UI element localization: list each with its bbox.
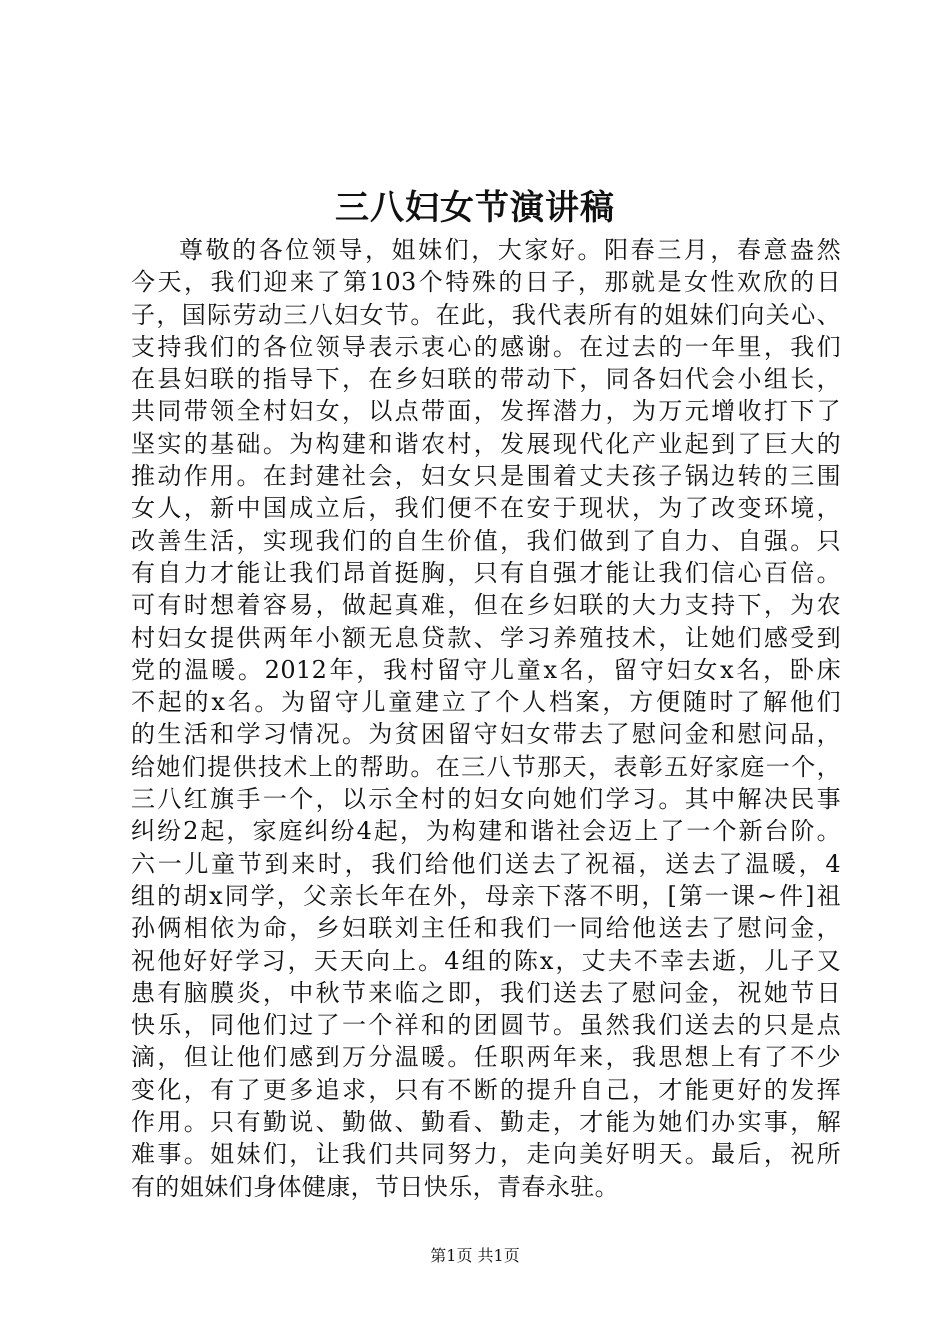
body-line: 滴，但让他们感到万分温暖。任职两年来，我思想上有了不少 [131,1043,841,1072]
body-line: 给她们提供技术上的帮助。在三八节那天，表彰五好家庭一个， [131,752,841,781]
body-line: 可有时想着容易，做起真难，但在乡妇联的大力支持下，为农 [131,591,841,620]
body-line: 子，国际劳动三八妇女节。在此，我代表所有的姐妹们向关心、 [131,300,841,329]
body-line: 尊敬的各位领导，姐妹们，大家好。阳春三月，春意盎然 [179,236,841,264]
body-line: 的生活和学习情况。为贫困留守妇女带去了慰问金和慰问品， [131,720,841,749]
document-title: 三八妇女节演讲稿 [335,188,615,228]
page-number-footer: 第1页 共1页 [430,1246,520,1265]
body-line: 在县妇联的指导下，在乡妇联的带动下，同各妇代会小组长， [131,365,841,394]
speech-body [131,234,841,1203]
body-line: 组的胡x同学，父亲长年在外，母亲下落不明，[第一课~件]祖 [131,881,841,910]
body-line: 作用。只有勤说、勤做、勤看、勤走，才能为她们办实事，解 [131,1108,841,1137]
body-line: 今天，我们迎来了第103个特殊的日子，那就是女性欢欣的日 [131,268,841,297]
body-line: 六一儿童节到来时，我们给他们送去了祝福，送去了温暖，4 [131,849,841,878]
body-line: 祝他好好学习，天天向上。4组的陈x，丈夫不幸去逝，儿子又 [131,946,841,975]
body-line: 共同带领全村妇女，以点带面，发挥潜力，为万元增收打下了 [131,397,841,426]
body-line: 改善生活，实现我们的自生价值，我们做到了自力、自强。只 [131,526,841,555]
body-line: 有的姐妹们身体健康，节日快乐，青春永驻。 [131,1172,619,1201]
body-line: 纠纷2起，家庭纠纷4起，为构建和谐社会迈上了一个新台阶。 [131,817,841,846]
body-line: 孙俩相依为命，乡妇联刘主任和我们一同给他送去了慰问金， [131,914,841,943]
body-line: 变化，有了更多追求，只有不断的提升自己，才能更好的发挥 [131,1075,841,1104]
body-line: 快乐，同他们过了一个祥和的团圆节。虽然我们送去的只是点 [131,1011,841,1040]
body-line: 不起的x名。为留守儿童建立了个人档案，方便随时了解他们 [131,688,841,717]
body-line: 难事。姐妹们，让我们共同努力，走向美好明天。最后，祝所 [131,1140,841,1169]
body-line: 党的温暖。2012年，我村留守儿童x名，留守妇女x名，卧床 [131,655,841,684]
body-line: 有自力才能让我们昂首挺胸，只有自强才能让我们信心百倍。 [131,558,841,587]
body-line: 三八红旗手一个，以示全村的妇女向她们学习。其中解决民事 [131,785,841,814]
body-line: 村妇女提供两年小额无息贷款、学习养殖技术，让她们感受到 [131,623,841,652]
body-line: 患有脑膜炎，中秋节来临之即，我们送去了慰问金，祝她节日 [131,978,841,1007]
body-line: 女人，新中国成立后，我们便不在安于现状，为了改变环境， [131,494,841,523]
body-line: 支持我们的各位领导表示衷心的感谢。在过去的一年里，我们 [131,332,841,361]
body-line: 推动作用。在封建社会，妇女只是围着丈夫孩子锅边转的三围 [131,462,841,491]
body-line: 坚实的基础。为构建和谐农村，发展现代化产业起到了巨大的 [131,429,841,458]
